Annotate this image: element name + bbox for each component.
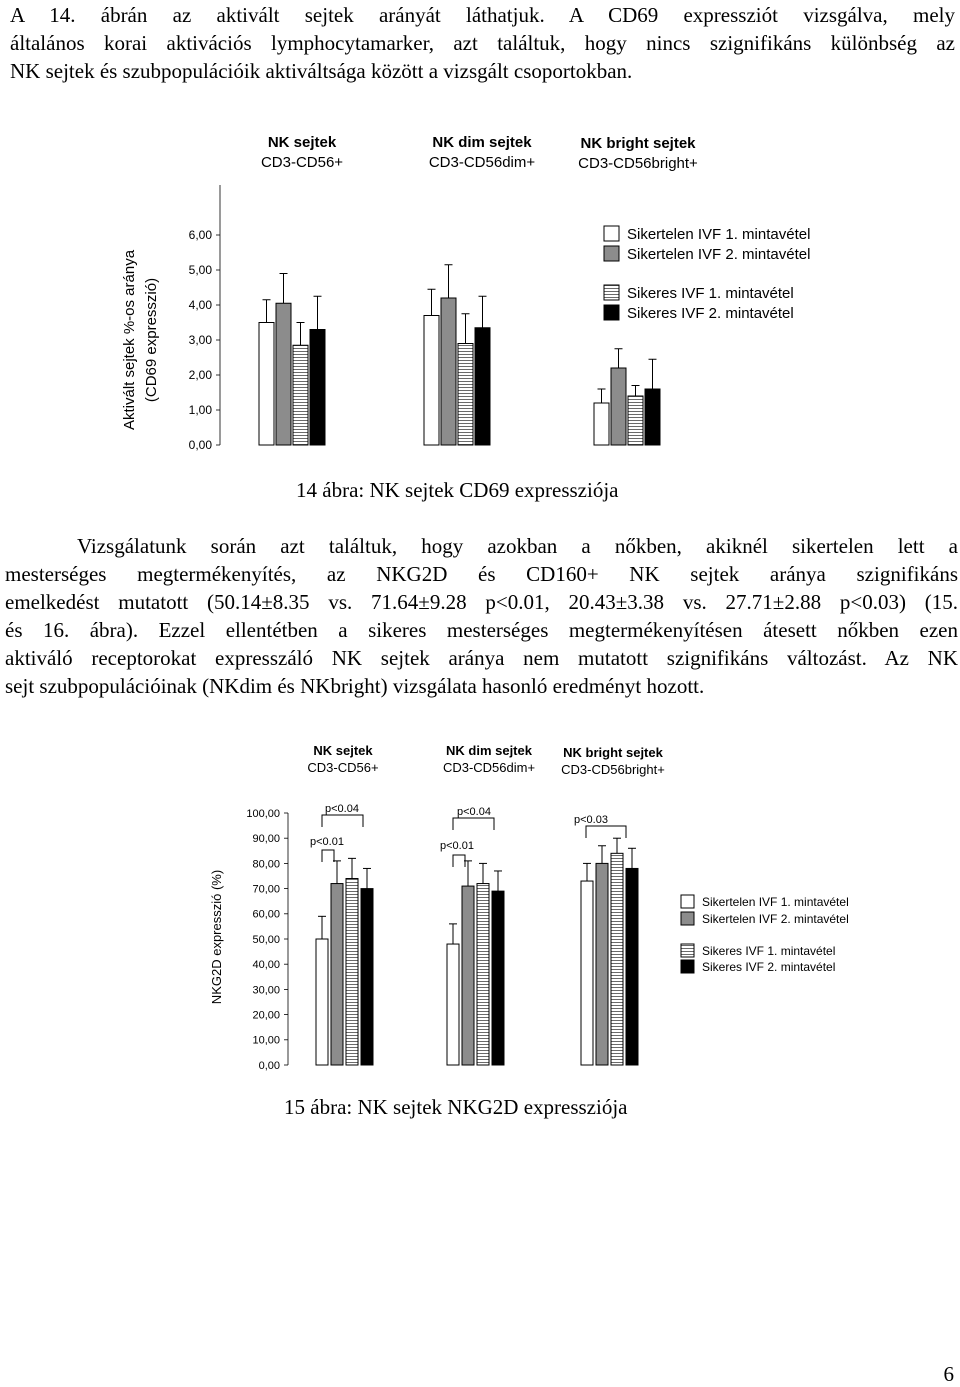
bar	[611, 368, 626, 445]
legend-swatch	[681, 960, 694, 973]
legend-label: Sikertelen IVF 2. mintavétel	[627, 246, 811, 263]
y-axis-label: NKG2D expresszió (%)	[209, 869, 224, 1005]
bar	[424, 316, 439, 446]
y-tick-label: 0,00	[188, 438, 212, 453]
significance-bracket	[322, 850, 334, 862]
text-line: A 14. ábrán az aktivált sejtek arányát láthatjuk. A CD69 expressziót vizsgálva, mely	[10, 3, 955, 27]
y-tick-label: 0,00	[258, 1059, 280, 1072]
bar	[447, 944, 459, 1065]
y-tick-label: 100,00	[246, 807, 280, 820]
figure-15-chart	[0, 735, 960, 1080]
bar	[361, 889, 373, 1065]
legend-swatch	[681, 944, 694, 957]
y-axis-label-2: (CD69 expresszió)	[143, 277, 160, 403]
group-subtitle: CD3-CD56+	[307, 760, 379, 775]
bar	[477, 884, 489, 1065]
y-tick-label: 2,00	[188, 368, 212, 383]
y-tick-label: 60,00	[252, 908, 280, 921]
group-title: NK bright sejtek	[580, 135, 696, 152]
y-tick-label: 70,00	[252, 883, 280, 896]
legend-swatch	[604, 305, 619, 320]
significance-bracket	[453, 855, 465, 867]
bar	[645, 389, 660, 445]
group-title: NK bright sejtek	[563, 745, 663, 760]
bar	[462, 886, 474, 1065]
group-subtitle: CD3-CD56bright+	[561, 762, 665, 777]
group-title: NK dim sejtek	[432, 134, 532, 151]
text-line	[5, 532, 958, 560]
legend-label: Sikeres IVF 1. mintavétel	[627, 285, 794, 302]
y-tick-label: 3,00	[188, 333, 212, 348]
y-tick-label: 80,00	[252, 858, 280, 871]
group-subtitle: CD3-CD56dim+	[442, 760, 536, 775]
bar	[628, 396, 643, 445]
text-line-content: Vizsgálatunk során azt találtuk, hogy azokban a nőkben, akiknél sikertelen lett a	[77, 534, 958, 558]
text-line: aktiváló receptorokat expresszáló NK sejtek aránya nem mutatott szignifikáns változást. Az NK	[5, 646, 958, 670]
bar	[346, 879, 358, 1065]
significance-label: p<0.03	[574, 814, 608, 826]
legend-label: Sikertelen IVF 1. mintavétel	[627, 226, 811, 243]
bar	[458, 344, 473, 446]
legend-label: Sikertelen IVF 2. mintavétel	[702, 912, 849, 926]
significance-label: p<0.01	[310, 836, 344, 848]
legend	[681, 895, 849, 974]
y-tick-label: 30,00	[252, 984, 280, 997]
text-line: emelkedést mutatott (50.14±8.35 vs. 71.64±9.28 p<0.01, 20.43±3.38 vs. 27.71±2.88 p<0.03) (15.	[5, 590, 958, 614]
legend-swatch	[604, 226, 619, 241]
figure-14-caption: 14 ábra: NK sejtek CD69 expressziója	[296, 478, 619, 502]
group-title: NK sejtek	[267, 134, 337, 151]
legend-swatch	[681, 895, 694, 908]
bar	[611, 853, 623, 1065]
bar	[316, 939, 328, 1065]
y-axis	[189, 185, 220, 452]
significance-label: p<0.01	[440, 840, 474, 852]
legend-swatch	[681, 912, 694, 925]
y-tick-label: 40,00	[252, 959, 280, 972]
y-tick-label: 1,00	[188, 403, 212, 418]
bar	[475, 328, 490, 445]
text-line: általános korai aktivációs lymphocytamarker, azt találtuk, hogy nincs szignifikáns különbség az	[10, 31, 955, 55]
legend-swatch	[604, 285, 619, 300]
y-tick-label: 50,00	[252, 933, 280, 946]
y-axis	[246, 808, 288, 1072]
group-subtitle: CD3-CD56bright+	[578, 155, 698, 172]
figure-15-caption: 15 ábra: NK sejtek NKG2D expressziója	[284, 1095, 628, 1119]
legend	[604, 226, 810, 322]
bar	[596, 863, 608, 1065]
legend-label: Sikeres IVF 2. mintavétel	[627, 305, 794, 322]
y-tick-label: 10,00	[252, 1034, 280, 1047]
y-tick-label: 90,00	[252, 833, 280, 846]
text-line: NK sejtek és szubpopulációik aktiváltsága között a vizsgált csoportokban.	[10, 59, 633, 83]
bars	[316, 838, 638, 1065]
group-subtitle: CD3-CD56dim+	[428, 154, 536, 171]
significance-label: p<0.04	[325, 803, 359, 815]
legend-label: Sikertelen IVF 1. mintavétel	[702, 895, 849, 909]
significance-brackets	[310, 803, 626, 867]
bar	[441, 298, 456, 445]
paragraph-1	[10, 1, 955, 85]
page-number: 6	[943, 1362, 954, 1386]
bar	[594, 403, 609, 445]
legend-label: Sikeres IVF 1. mintavétel	[702, 944, 836, 958]
legend-label: Sikeres IVF 2. mintavétel	[702, 960, 836, 974]
figure-14-chart	[0, 120, 960, 460]
bar	[581, 881, 593, 1065]
y-tick-label: 20,00	[252, 1009, 280, 1022]
significance-bracket	[586, 826, 626, 838]
bar	[276, 303, 291, 445]
y-axis-label: Aktivált sejtek %-os aránya	[121, 249, 138, 431]
text-line: mesterséges megtermékenyítés, az NKG2D és CD160+ NK sejtek aránya szignifikáns	[5, 562, 958, 586]
bars	[259, 265, 660, 445]
significance-bracket	[453, 818, 494, 830]
significance-bracket	[322, 815, 363, 827]
significance-label: p<0.04	[457, 806, 491, 818]
bar	[492, 891, 504, 1065]
text-line: sejt szubpopulációinak (NKdim és NKbright) vizsgálata hasonló eredményt hozott.	[5, 674, 705, 698]
y-tick-label: 6,00	[188, 228, 212, 243]
bar	[293, 345, 308, 445]
group-title: NK dim sejtek	[446, 743, 532, 758]
y-tick-label: 5,00	[188, 263, 212, 278]
bar	[310, 330, 325, 446]
y-tick-label: 4,00	[188, 298, 212, 313]
legend-swatch	[604, 246, 619, 261]
text-line: és 16. ábra). Ezzel ellentétben a sikeres mesterséges megtermékenyítésen átesett nőkben ezen	[5, 618, 958, 642]
paragraph-2	[5, 532, 958, 700]
group-title: NK sejtek	[313, 743, 373, 758]
group-subtitle: CD3-CD56+	[260, 154, 344, 171]
bar	[626, 868, 638, 1065]
bar	[259, 323, 274, 446]
bar	[331, 884, 343, 1065]
